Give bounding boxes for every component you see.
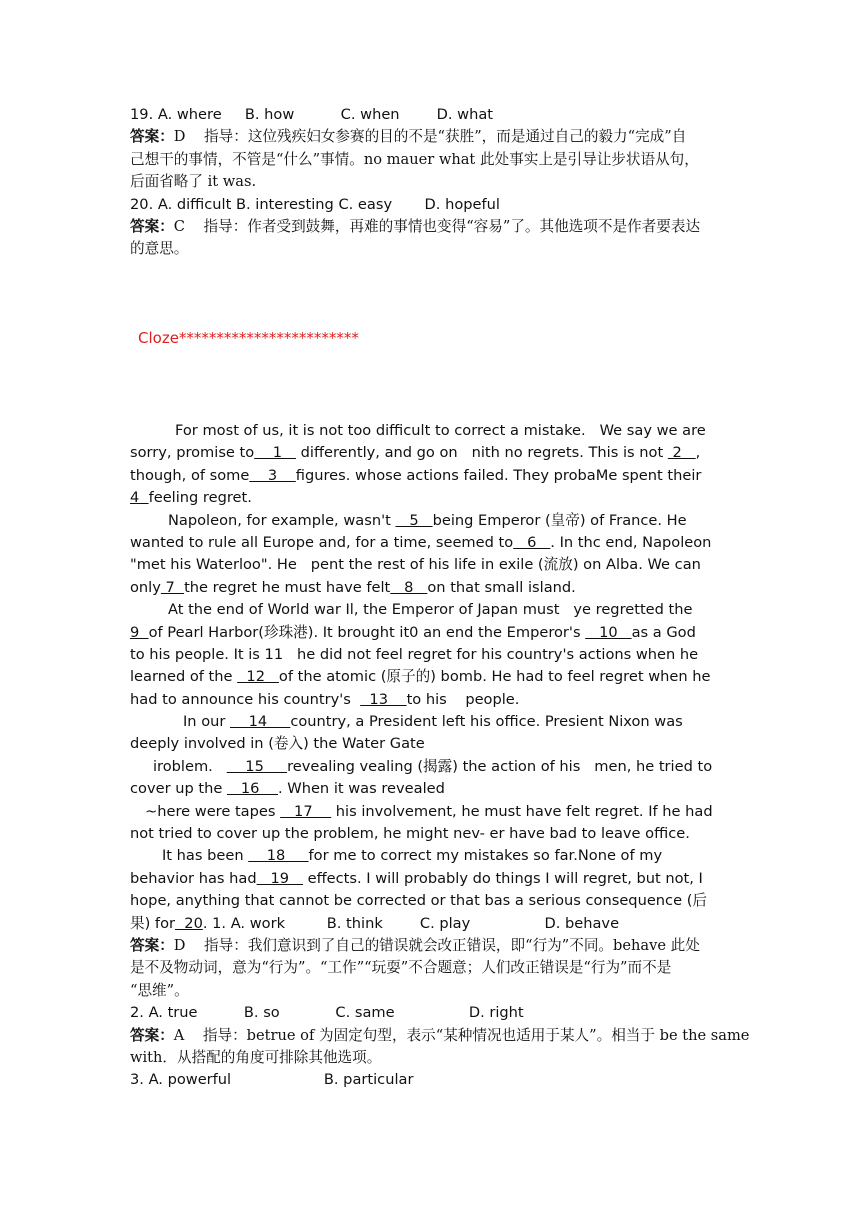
passage-line: "met his Waterloo". He pent the rest of his life in exile (流放) on Alba. We can (130, 556, 701, 574)
blank-15: 15 (226, 757, 288, 775)
answer-2-line-1: 答案：A 指导：betrue of 为固定句型，表示“某种情况也适用于某人”。相当于 be the same (130, 1026, 750, 1044)
passage-line: learned of the 12 of the atomic (原子的) bomb. He had to feel regret when he (130, 668, 711, 686)
answer-19-line-3: 后面省略了 it was. (130, 173, 257, 191)
passage-line: not tried to cover up the problem, he might nev- er have bad to leave office. (130, 825, 690, 843)
answer-1-line-2: 是不及物动词，意为“行为”。“工作”“玩耍”不合题意；人们改正错误是“行为”而不是 (130, 959, 672, 977)
blank-13: 13 (360, 690, 407, 708)
passage-line: sorry, promise to 1 differently, and go on nith no regrets. This is not 2 , (130, 444, 701, 462)
answer-19-line-1: 答案：D 指导：这位残疾妇女参赛的目的不是“获胜”，而是通过自己的毅力“完成”自 (130, 128, 687, 146)
passage-line: At the end of World war Il, the Emperor of Japan must ye regretted the (168, 601, 693, 619)
blank-19: 19 (256, 869, 303, 887)
blank-9: 9 (130, 623, 149, 641)
blank-7: 7 (160, 578, 185, 596)
passage-line: cover up the 16 . When it was revealed (130, 780, 445, 798)
blank-20: 20 (175, 914, 203, 932)
question-19: 19. A. where B. how C. when D. what (130, 106, 494, 123)
answer-label: 答案： (130, 936, 174, 954)
blank-14: 14 (230, 713, 291, 731)
blank-3: 3 (249, 466, 296, 484)
passage-line: had to announce his country's 13 to his people. (130, 690, 520, 708)
answer-label: 答案： (130, 1026, 174, 1044)
passage-line: 4 feeling regret. (130, 489, 252, 507)
document-page (130, 104, 733, 261)
passage-line: In our 14 country, a President left his office. Presient Nixon was (183, 713, 683, 731)
question-2: 2. A. true B. so C. same D. right (130, 1004, 524, 1022)
passage-line: deeply involved in (卷入) the Water Gate (130, 735, 425, 753)
blank-16: 16 (226, 780, 278, 798)
passage-line: behavior has had 19 effects. I will probably do things I will regret, but not, I (130, 869, 703, 887)
answer-20-line-2: 的意思。 (130, 240, 189, 258)
passage-line: to his people. It is 11 he did not feel regret for his country's actions when he (130, 645, 699, 663)
answer-19-line-2: 己想干的事情，不管是“什么”事情。no mauer what 此处事实上是引导让步状语从句， (130, 150, 699, 168)
answer-label: 答案： (130, 217, 174, 235)
blank-4: 4 (130, 489, 149, 507)
blank-17: 17 (280, 802, 332, 820)
passage-line: iroblem. 15 revealing vealing (揭露) the action of his men, he tried to (153, 757, 713, 775)
blank-6: 6 (513, 533, 551, 551)
question-20: 20. A. difficult B. interesting C. easy D. hopeful (130, 195, 500, 213)
blank-8: 8 (390, 578, 428, 596)
answer-1-line-1: 答案：D 指导：我们意识到了自己的错误就会改正错误，即“行为”不同。behave 此处 (130, 936, 700, 954)
answer-label: 答案： (130, 128, 174, 146)
passage-line: For most of us, it is not too difficult to correct a mistake. We say we are (175, 422, 706, 439)
cloze-heading: Cloze************************ (138, 329, 359, 347)
passage-line: ~here were tapes 17 his involvement, he must have felt regret. If he had (145, 802, 713, 820)
passage-line: hope, anything that cannot be corrected or that bas a serious consequence (后 (130, 892, 707, 910)
answer-1-line-3: “思维”。 (130, 981, 189, 999)
blank-5: 5 (395, 511, 433, 529)
blank-18: 18 (248, 847, 309, 865)
cloze-passage (130, 420, 750, 1092)
blank-2: 2 (667, 444, 696, 462)
blank-1: 1 (254, 444, 296, 462)
answer-2-line-2: with．从搭配的角度可排除其他选项。 (130, 1048, 382, 1066)
passage-line: Napoleon, for example, wasn't 5 being Emperor (皇帝) of France. He (168, 511, 687, 529)
blank-10: 10 (585, 623, 632, 641)
passage-line: though, of some 3 figures. whose actions failed. They probaMe spent their (130, 466, 702, 484)
passage-line: 9 of Pearl Harbor(珍珠港). It brought it0 an end the Emperor's 10 as a God (130, 623, 696, 641)
blank-12: 12 (237, 668, 279, 686)
passage-line: It has been 18 for me to correct my mistakes so far.None of my (162, 847, 663, 865)
question-3: 3. A. powerful B. particular (130, 1071, 414, 1089)
passage-line: wanted to rule all Europe and, for a time, seemed to 6 . In thc end, Napoleon (130, 533, 712, 551)
passage-line: 果) for 20. 1. A. work B. think C. play D. behave (130, 914, 620, 932)
passage-line: only 7 the regret he must have felt 8 on that small island. (130, 578, 576, 596)
answer-20-line-1: 答案：C 指导：作者受到鼓舞，再难的事情也变得“容易”了。其他选项不是作者要表达 (130, 217, 701, 235)
